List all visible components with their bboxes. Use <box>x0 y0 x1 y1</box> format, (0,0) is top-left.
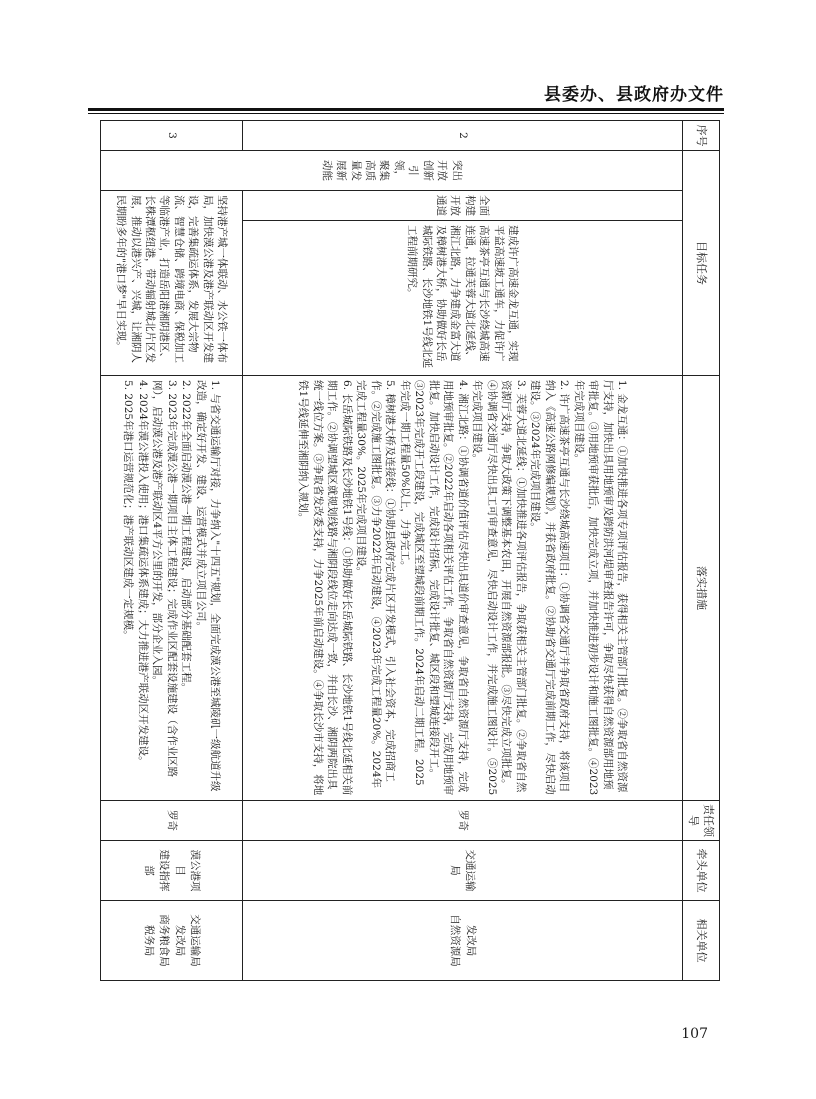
related-unit: 自然资源局 <box>449 914 462 967</box>
row-measures <box>243 376 683 801</box>
task-table <box>100 120 720 981</box>
header-rule <box>88 108 724 111</box>
table-row <box>101 121 243 981</box>
header-rule-thin <box>88 113 724 114</box>
related-unit: 发改局 <box>464 924 477 957</box>
row-lead-unit <box>101 841 243 901</box>
row-seq: 3 <box>101 121 243 151</box>
measure-item: 1. 金龙互通：①加快推进各项专项评估报告，获得相关主管部门批复。②争取省自然资源厅支持，加快出具用地预审及跨防洪河堤审查报告许可，争取尽快获得自然资源部用地预审批复。③用地预审获批后，加快完成立项，并加快推进初步设计和施工图批复。④2023年完成项目建设。 <box>572 380 629 796</box>
measure-item: 1. 与省交通运输厅对接，力争纳入"十四五"规划，全面完成漠公港至城陵矶一级航道升级改造，确定好开发、建设、运营模式并成立项目公司。 <box>194 380 222 792</box>
row-lead-unit: 交通运输局 <box>243 841 683 901</box>
measure-item: 4. 2024年漠公港投入使用；港口集疏运体系建成；大力推进港产联动区开发建设。 <box>136 380 149 767</box>
measure-item: 2. 2022年全面启动漠公港一期工程建设，启动部分基础配套工程。 <box>180 380 193 694</box>
table-header-row <box>683 121 720 981</box>
row-seq: 2 <box>243 121 683 151</box>
rotated-table-area <box>100 120 720 980</box>
col-header-lead-unit: 牵头单位 <box>683 841 720 901</box>
measure-item: 5. 樟树港大桥及连接线：①协助县政府完成片区开发模式，引入社会资本，完成招商工作。②完成施工图批复。③力争2022年启动建设，④2023年完成工程量20%。2024年完成工程量30%。2025年完成项目建设。 <box>355 380 397 789</box>
lead-unit-line: 漠公港项目 <box>173 849 201 892</box>
col-header-measures: 落实措施 <box>683 376 720 801</box>
related-unit: 发改局 <box>173 924 186 957</box>
measure-item: 2. 许广高速茶亭互通与长沙绕城高速项目：①协调省交通厅并争取省政府支持，将该项目纳入《高速公路网修编规划》，并获省政府批复。②协助省交通厅完成前期工作，尽快启动建设。③2024年完成项目建设。 <box>529 380 571 795</box>
measure-item: 3. 芙蓉大道北延线：①加快推进各项评估报告，争取获相关主管部门批复。②争取省自然资源厅支持，争取大政策下调整基本农田，开展自然资源部报批。③尽快完成立项批复。④协调省交通厅尽快出具工可审查意见，尽快启动设计工作，并完成施工图设计。⑤2025年完成项目建设。 <box>471 380 527 796</box>
row-goal: 坚持港产城一体联动、水公铁一体布局，加快漠公港及港产联动区开发建设，完善集疏运体系，发展大宗物流、智慧仓储、跨境电商、保税加工等临港产业，打造岳阳港湘阴港区、长株潭枢纽港，带动辐射城北片区发展，推动以港兴产、兴城，让湘阴人民期盼多年的"港口梦"早日实现。 <box>101 191 243 376</box>
lead-unit-line: 建设指挥部 <box>143 849 171 892</box>
related-unit: 交通运输局 <box>188 914 201 967</box>
related-unit: 税务局 <box>143 924 156 957</box>
page-number: 107 <box>681 1026 708 1042</box>
row-category: 突出开放创新引领，聚集高质量发展新动能 <box>101 151 683 191</box>
row-measures <box>101 376 243 801</box>
header-title: 县委办、县政府办文件 <box>544 85 724 105</box>
row-goal: 建成许广高速金龙互通，实现平益高速坡工通车，力促许广高速茶亭互通与长沙绕城高速连通，拉通芙蓉大道北延线、湘江北路，力争建成金富大道及樟树港大桥，协助做好长岳城际铁路、长沙地铁1号线北延工程前期研究。 <box>243 221 683 376</box>
measure-item: 6. 长岳城际铁路及长沙地铁1号线：①协助做好长岳城际铁路、长沙地铁1号线北延相关前期工作。②协调望城区就规划线路与湘阴段线位走向达成一致，并由长沙、湘阴两院出具统一线位方案。③争取省发改委支持，力争2025年前启动建设。④争取长沙市支持，将地铁1号线延伸至湘阴纳入规划。 <box>297 380 353 796</box>
table-row <box>243 121 683 981</box>
col-header-related-units: 相关单位 <box>683 901 720 981</box>
rotated-table-wrapper <box>100 120 720 980</box>
related-unit: 商务粮食局 <box>158 914 171 967</box>
col-header-leader: 责任领导 <box>683 801 720 841</box>
col-header-seq: 序号 <box>683 121 720 151</box>
row-leader: 罗奇 <box>101 801 243 841</box>
measure-item: 5. 2025年港口运营规范化；港产联动区建成一定规模。 <box>122 380 135 641</box>
col-header-goal: 目标任务 <box>683 151 720 376</box>
row-related-units <box>243 901 683 981</box>
row-related-units <box>101 901 243 981</box>
measure-item: 4. 湘江北路：①协调省道价值评估尽快出具道价审查意见，争取省自然资源厅支持，完成用地预审批复。②2022年启动各项相关评估工作，争取省自然资源厅支持，完成用地预审批复。加快启动设计工作，完成设计招标，完成设计批复、城区段和望城连接段开工。③2023年完成开工段建设，完成城区至望城段前期工作。2024年启动二期工程。2025年完成一期工程量50%以上，力争完工。 <box>398 380 469 796</box>
measure-item: 3. 2023年完成漠公港一期项目主体工程建设；完成作业区配套设施建设（含作业区路网），启动漠公港及港产联动区4平方公里的开发，部分企业入园。 <box>151 380 178 778</box>
row-subcategory: 全面构建开放通道 <box>243 191 683 221</box>
row-leader: 罗奇 <box>243 801 683 841</box>
